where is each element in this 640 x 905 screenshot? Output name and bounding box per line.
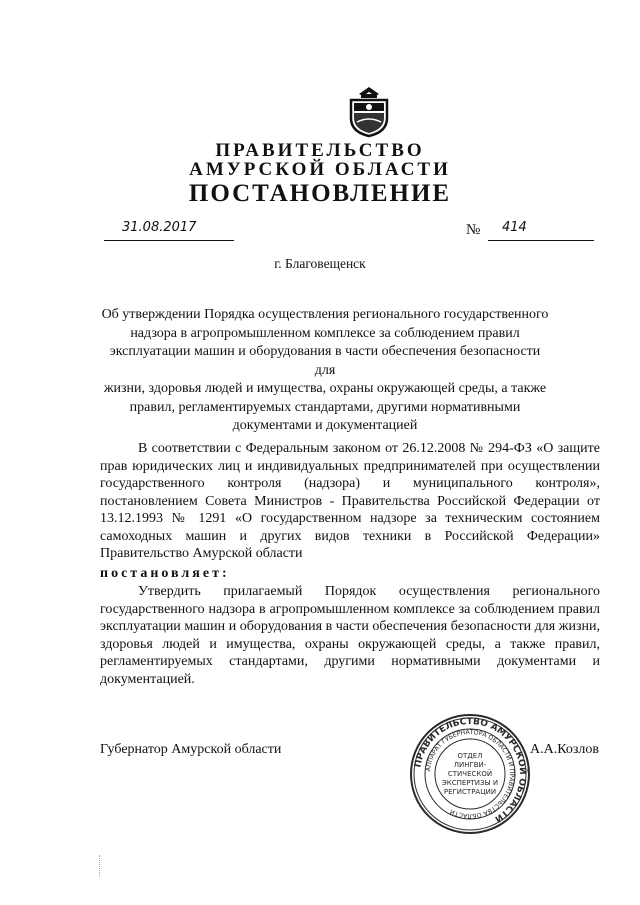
document-subject (100, 306, 550, 436)
stamp-center-line: РЕГИСТРАЦИИ (443, 788, 497, 796)
city-name: г. Благовещенск (274, 256, 366, 271)
signatory-name: А.А.Козлов (530, 742, 599, 757)
document-type-title: ПОСТАНОВЛЕНИЕ (188, 180, 452, 207)
number-value: 414 (502, 220, 527, 235)
subject-line: документами и документацией (232, 418, 418, 433)
number-sign: № (466, 222, 481, 238)
government-name-line2: АМУРСКОЙ ОБЛАСТИ (189, 159, 451, 180)
subject-line: жизни, здоровья людей и имущества, охраны окружающей среды, а также (103, 381, 547, 396)
subject-line: правил, регламентируемых стандартами, другими нормативными (129, 399, 521, 415)
margin-mark (99, 855, 101, 877)
resolution-paragraph: Утвердить прилагаемый Порядок осуществления регионального государственного надзора в агропромышленном комплексе за соблюдением правил эксплуатации машин и оборудования в части обеспечения безопасности для жизни, здоровья людей и имущества, охраны окружающей среды, а также правил, регламентируемых стандартами, другими нормативными документами и документацией. (100, 584, 600, 687)
stamp-outer-text: ПРАВИТЕЛЬСТВО АМУРСКОЙ ОБЛАСТИ (413, 716, 528, 824)
number-field (488, 220, 594, 241)
date-value: 31.08.2017 (122, 220, 197, 235)
stamp-center-line: СТИЧЕСКОЙ (447, 770, 493, 778)
official-stamp (408, 712, 532, 836)
coat-of-arms-icon (345, 84, 393, 138)
stamp-center-line: ЭКСПЕРТИЗЫ И (441, 779, 499, 787)
stamp-center-line: ОТДЕЛ (457, 752, 483, 760)
decree-word: постановляет: (100, 566, 230, 581)
stamp-inner-ring-text: АППАРАТ ГУБЕРНАТОРА ОБЛАСТИ И ПРАВИТЕЛЬСТВА ОБЛАСТИ (425, 728, 516, 820)
preamble-paragraph: В соответствии с Федеральным законом от 26.12.2008 № 294-ФЗ «О защите прав юридических лиц и индивидуальных предпринимателей при осуществлении государственного контроля (надзора) и муниципального контроля», постановлением Совета Министров - Правительства Российской Федерации от 13.12.1993 № 1291 «О государственном надзоре за техническим состоянием самоходных машин и других видов техники в Российской Федерации» Правительство Амурской области (100, 441, 600, 561)
subject-line: эксплуатации машин и оборудования в части обеспечения безопасности для (109, 344, 541, 378)
subject-line: Об утверждении Порядка осуществления регионального государственного (101, 307, 549, 322)
date-field (104, 220, 234, 241)
government-name-line1: ПРАВИТЕЛЬСТВО (215, 140, 425, 161)
stamp-center-line: ЛИНГВИ- (453, 761, 487, 769)
signatory-position: Губернатор Амурской области (100, 742, 282, 757)
subject-line: надзора в агропромышленном комплексе за соблюдением правил (130, 325, 520, 341)
